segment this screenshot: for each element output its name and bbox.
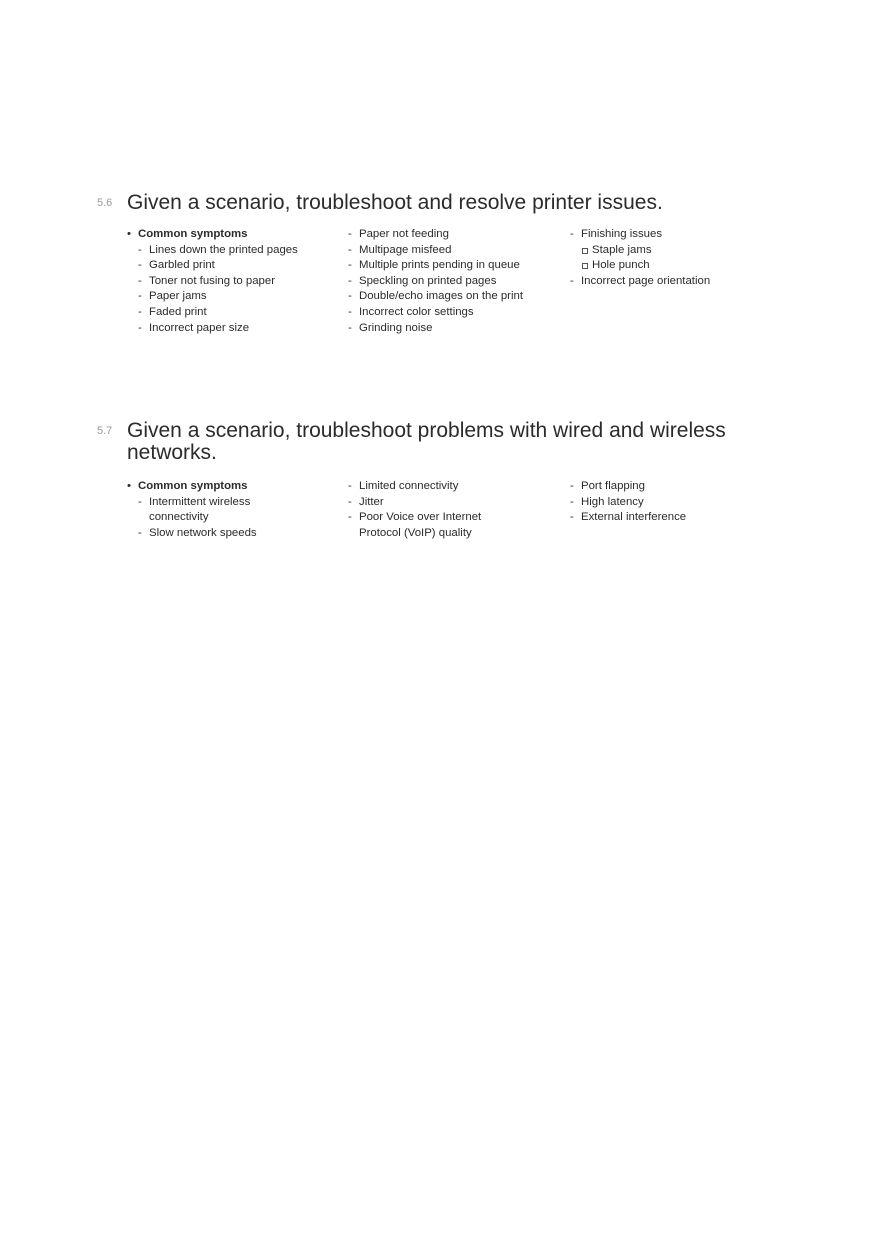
list-item: - Incorrect color settings [348,305,474,318]
list-item: - Finishing issues [570,228,663,240]
column-2 [348,227,568,336]
list-item: - Poor Voice over Internet Protocol (VoIP) quality [348,511,482,539]
column-2 [348,479,568,541]
list-item: - Limited connectivity [348,480,459,492]
list-item: - Lines down the printed pages [138,243,298,256]
list-item: - Faded print [138,305,207,318]
list-item: - Garbled print [138,259,215,272]
column-1 [127,227,347,336]
column-3 [570,227,790,289]
list-item: - Toner not fusing to paper [138,274,276,287]
list-item: - Incorrect page orientation [570,274,711,287]
list-item: - Port flapping [570,480,645,492]
section-number: 5.6 [97,197,113,209]
column-3 [570,479,790,526]
section-5-7 [97,420,787,550]
square-bullet-icon [582,263,588,269]
section-title: Given a scenario, troubleshoot problems with wired and wireless networks. [127,419,726,464]
section-title: Given a scenario, troubleshoot and resolve printer issues. [127,191,663,214]
list-item: - Intermittent wireless connectivity [138,495,251,524]
list-item: - Slow network speeds [138,526,257,539]
list-item: - External interference [570,511,687,524]
list-item: - Paper not feeding [348,228,449,240]
list-item: - Grinding noise [348,321,433,334]
sub-list-item: Staple jams [570,243,790,259]
section-number: 5.7 [97,425,113,437]
column-1 [127,479,347,541]
list-item: - Multiple prints pending in queue [348,259,520,272]
list-item: - Speckling on printed pages [348,274,497,287]
list-item: - Incorrect paper size [138,321,250,334]
list-item: - Jitter [348,495,384,508]
square-bullet-icon [582,248,588,254]
section-5-6 [97,192,787,342]
sub-list-item: Hole punch [570,258,790,274]
list-item: - Paper jams [138,290,207,303]
list-item: - Multipage misfeed [348,243,452,256]
list-heading: • Common symptoms [127,228,248,240]
list-item: - High latency [570,495,644,508]
list-heading: • Common symptoms [127,480,248,492]
list-item: - Double/echo images on the print [348,290,524,303]
